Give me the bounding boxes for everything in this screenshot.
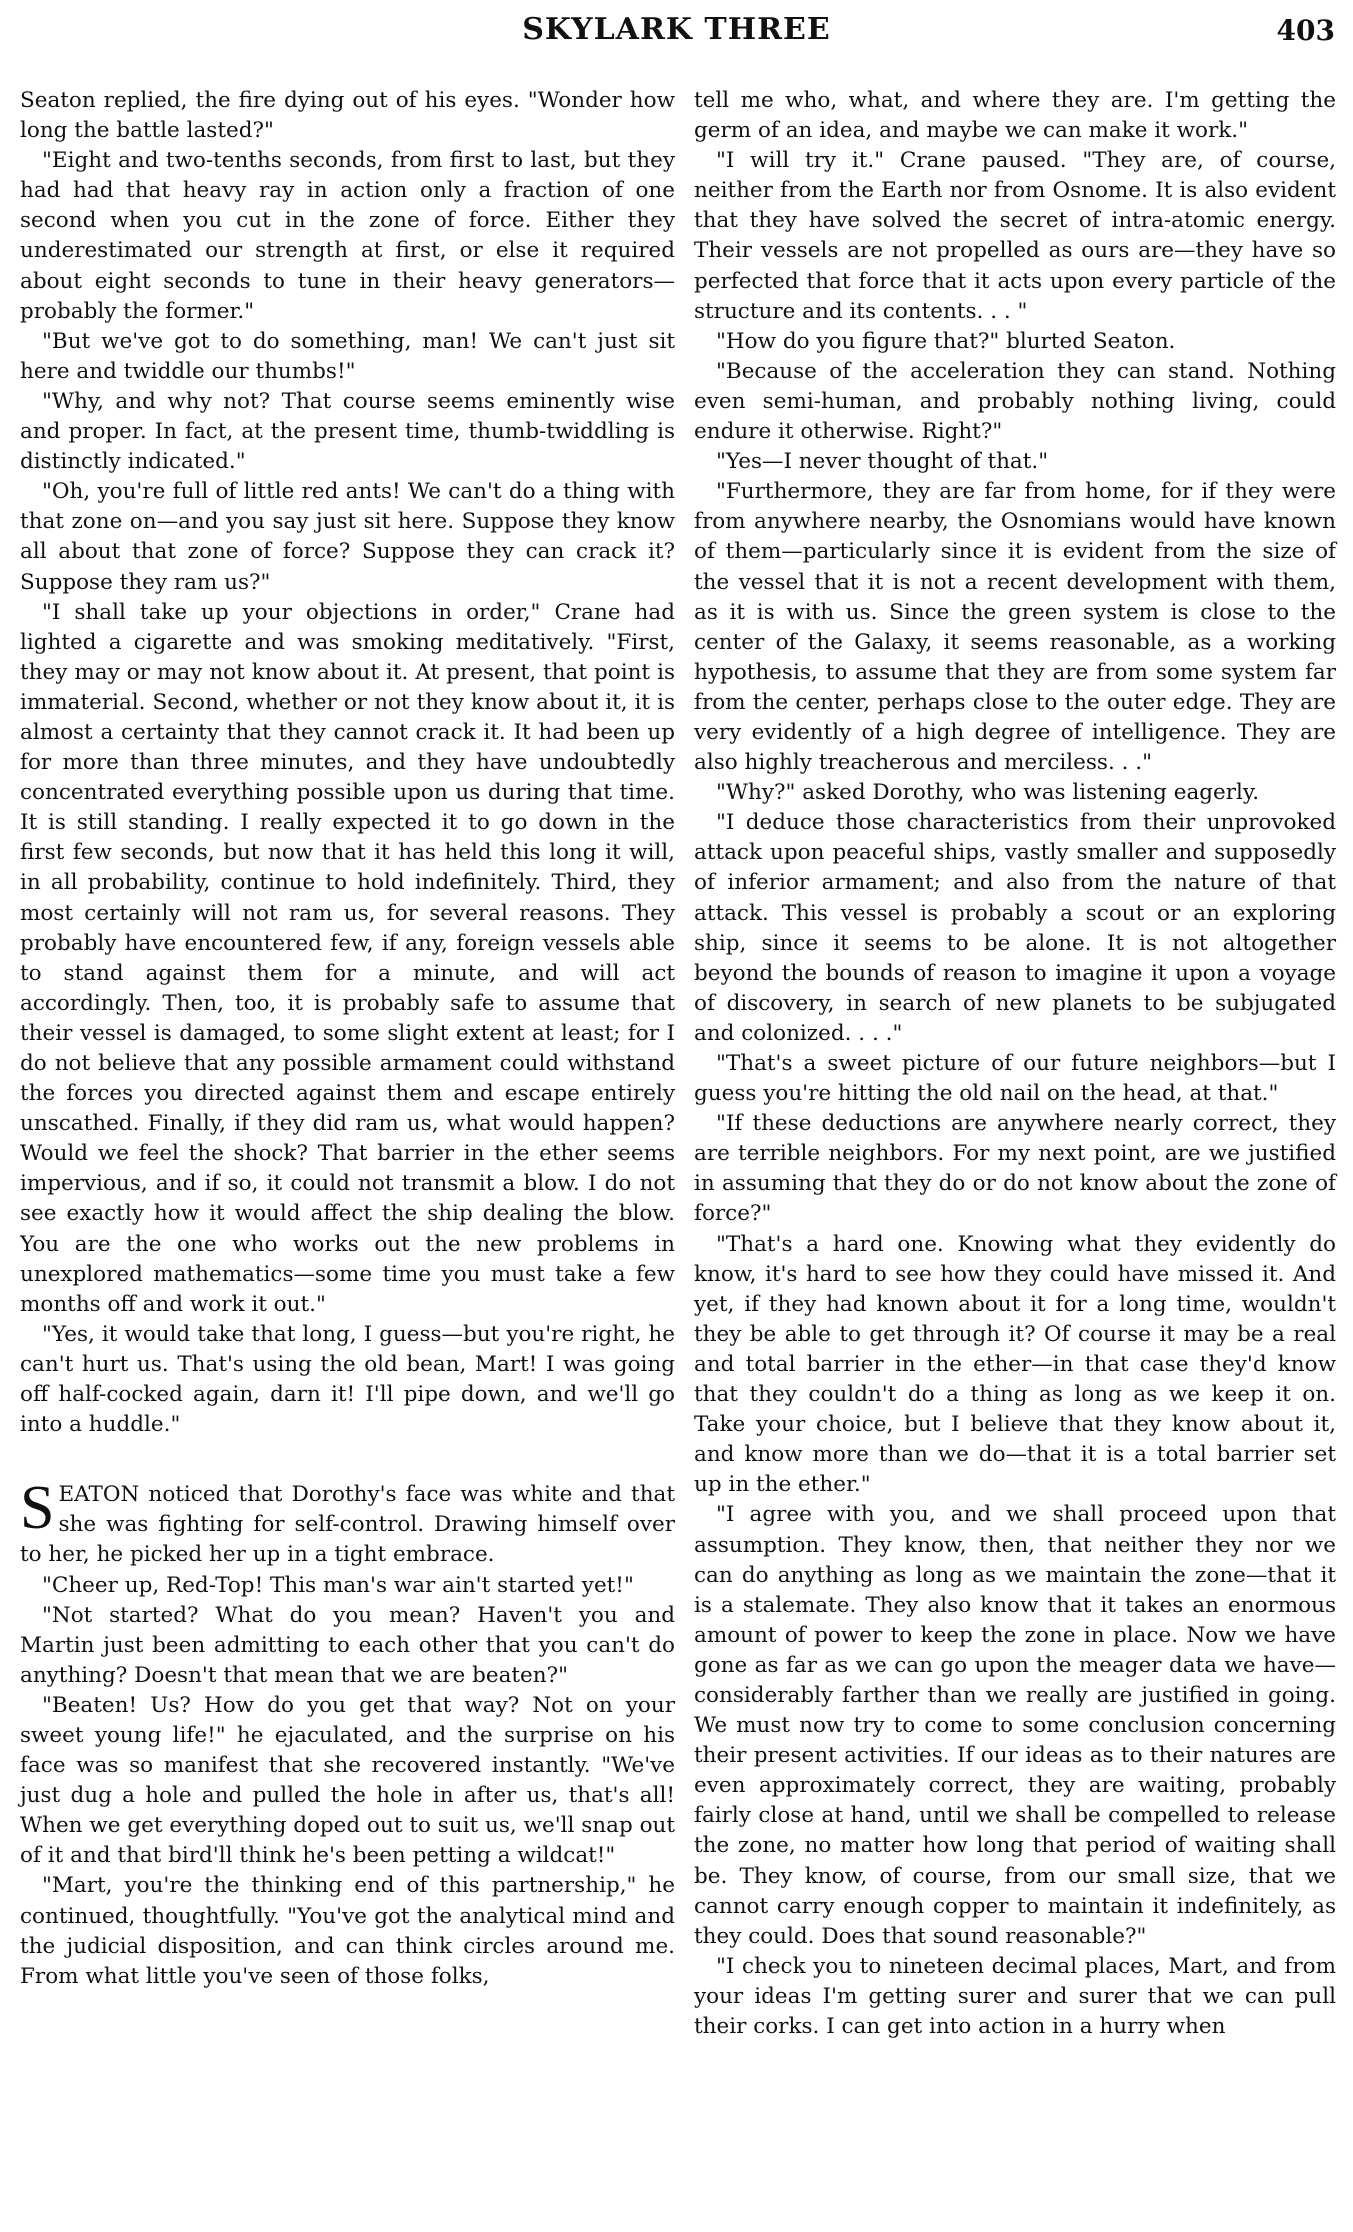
running-title: SKYLARK THREE: [522, 12, 831, 47]
paragraph: "I will try it." Crane paused. "They are, of course, neither from the Earth nor from Osnome. It is also evident that they have solved the secret of intra-atomic energy. Their vessels are not propelled as ours are—they have so perfected that force that it acts upon every particle of the structure and its contents. . . ": [694, 148, 1336, 324]
paragraph: "Yes, it would take that long, I guess—but you're right, he can't hurt us. That's using the old bean, Mart! I was going off half-cocked again, darn it! I'll pipe down, and we'll go into a huddle.": [20, 1321, 675, 1438]
section-opening-text: EATON noticed that Dorothy's face was white and that she was fighting for self-control. Drawing himself over to her, he picked her up in a tight embrace.: [20, 1482, 675, 1568]
paragraph: "Oh, you're full of little red ants! We can't do a thing with that zone on—and you say just sit here. Suppose they know all about that zone of force? Suppose they can crack it? Suppose they ram us?": [20, 479, 675, 595]
page-number: 403: [1276, 14, 1335, 47]
paragraph: "Cheer up, Red-Top! This man's war ain't started yet!": [42, 1572, 634, 1598]
paragraph: "If these deductions are anywhere nearly correct, they are terrible neighbors. For my next point, are we justified in assuming that they do or do not know about the zone of force?": [694, 1111, 1336, 1227]
paragraph: "Why, and why not? That course seems eminently wise and proper. In fact, at the present time, thumb-twiddling is distinctly indicated.": [20, 388, 675, 475]
paragraph: Seaton replied, the fire dying out of his eyes. "Wonder how long the battle lasted?": [20, 88, 675, 144]
paragraph: "Eight and two-tenths seconds, from first to last, but they had had that heavy ray in action only a fraction of one second when you cut in the zone of force. Either they underestimated our strength at first, or else it required about eight seconds to tune in their heavy generators—probably the former.": [20, 148, 675, 324]
paragraph: "Furthermore, they are far from home, for if they were from anywhere nearby, the Osnomians would have known of them—particularly since it is evident from the size of the vessel that it is not a recent development with them, as it is with us. Since the green system is close to the center of the Galaxy, it seems reasonable, as a working hypothesis, to assume that they are from some system far from the center, perhaps close to the outer edge. They are very evidently of a high degree of intelligence. They are also highly treacherous and merciless. . .": [694, 479, 1336, 776]
paragraph: "Because of the acceleration they can stand. Nothing even semi-human, and probably nothing living, could endure it otherwise. Right?": [694, 358, 1336, 445]
paragraph: tell me who, what, and where they are. I'm getting the germ of an idea, and maybe we can make it work.": [694, 88, 1336, 144]
paragraph: "Beaten! Us? How do you get that way? Not on your sweet young life!" he ejaculated, and the surprise on his face was so manifest that she recovered instantly. "We've just dug a hole and pulled the hole in after us, that's all! When we get everything doped out to suit us, we'll snap out of it and that bird'll think he's been petting a wildcat!": [20, 1692, 675, 1869]
paragraph: "I agree with you, and we shall proceed upon that assumption. They know, then, that neither they nor we can do anything as long as we maintain the zone—that it is a stalemate. They also know that it takes an enormous amount of power to keep the zone in place. Now we have gone as far as we can go upon the meager data we have—considerably farther than we really are justified in going. We must now try to come to some conclusion concerning their present activities. If our ideas as to their natures are even approximately correct, they are waiting, probably fairly close at hand, until we shall be compelled to release the zone, no matter how long that period of waiting shall be. They know, of course, from our small size, that we cannot carry enough copper to maintain it indefinitely, as they could. Does that sound reasonable?": [694, 1502, 1336, 1949]
paragraph: "Yes—I never thought of that.": [716, 449, 1049, 475]
right-column: [694, 86, 1336, 2042]
paragraph: "I deduce those characteristics from their unprovoked attack upon peaceful ships, vastly smaller and supposedly of inferior armament; and also from the nature of that attack. This vessel is probably a scout or an exploring ship, since it seems to be alone. It is not altogether beyond the bounds of reason to imagine it upon a voyage of discovery, in search of new planets to be subjugated and colonized. . . .": [694, 810, 1336, 1046]
paragraph: "I check you to nineteen decimal places, Mart, and from your ideas I'm getting surer and surer that we can pull their corks. I can get into action in a hurry when: [694, 1953, 1336, 2039]
section-opening-paragraph: [20, 1474, 675, 1570]
paragraph: "I shall take up your objections in order," Crane had lighted a cigarette and was smoking meditatively. "First, they may or may not know about it. At present, that point is immaterial. Second, whether or not they know about it, it is almost a certainty that they cannot crack it. It had been up for more than three minutes, and they have undoubtedly concentrated everything possible upon us during that time. It is still standing. I really expected it to go down in the first few seconds, but now that it has held this long it will, in all probability, continue to hold indefinitely. Third, they most certainly will not ram us, for several reasons. They probably have encountered few, if any, foreign vessels able to stand against them for a minute, and will act accordingly. Then, too, it is probably safe to assume that their vessel is damaged, to some slight extent at least; for I do not believe that any possible armament could withstand the forces you directed against them and escape entirely unscathed. Finally, if they did ram us, what would happen? Would we feel the shock? That barrier in the ether seems impervious, and if so, it could not transmit a blow. I do not see exactly how it would affect the ship dealing the blow. You are the one who works out the new problems in unexplored mathematics—some time you must take a few months off and work it out.": [20, 599, 675, 1317]
left-column: [20, 86, 675, 1992]
paragraph: "That's a hard one. Knowing what they evidently do know, it's hard to see how they could have missed it. And yet, if they had known about it for a long time, wouldn't they be able to get through it? Of course it may be a real and total barrier in the ether—in that case they'd know that they couldn't do a thing as long as we keep it on. Take your choice, but I believe that they know about it, and know more than we do—that it is a total barrier set up in the ether.": [694, 1231, 1336, 1498]
paragraph: "But we've got to do something, man! We can't just sit here and twiddle our thumbs!": [20, 328, 675, 384]
paragraph: "That's a sweet picture of our future neighbors—but I guess you're hitting the old nail on the head, at that.": [694, 1051, 1336, 1107]
paragraph: "Not started? What do you mean? Haven't you and Martin just been admitting to each other that you can't do anything? Doesn't that mean that we are beaten?": [20, 1602, 675, 1688]
drop-cap: S: [20, 1474, 55, 1543]
paragraph: "Mart, you're the thinking end of this partnership," he continued, thoughtfully. "You've got the analytical mind and the judicial disposition, and can think circles around me. From what little you've seen of those folks,: [20, 1873, 675, 1989]
paragraph: "How do you figure that?" blurted Seaton.: [716, 328, 1176, 354]
paragraph: "Why?" asked Dorothy, who was listening eagerly.: [716, 780, 1260, 806]
